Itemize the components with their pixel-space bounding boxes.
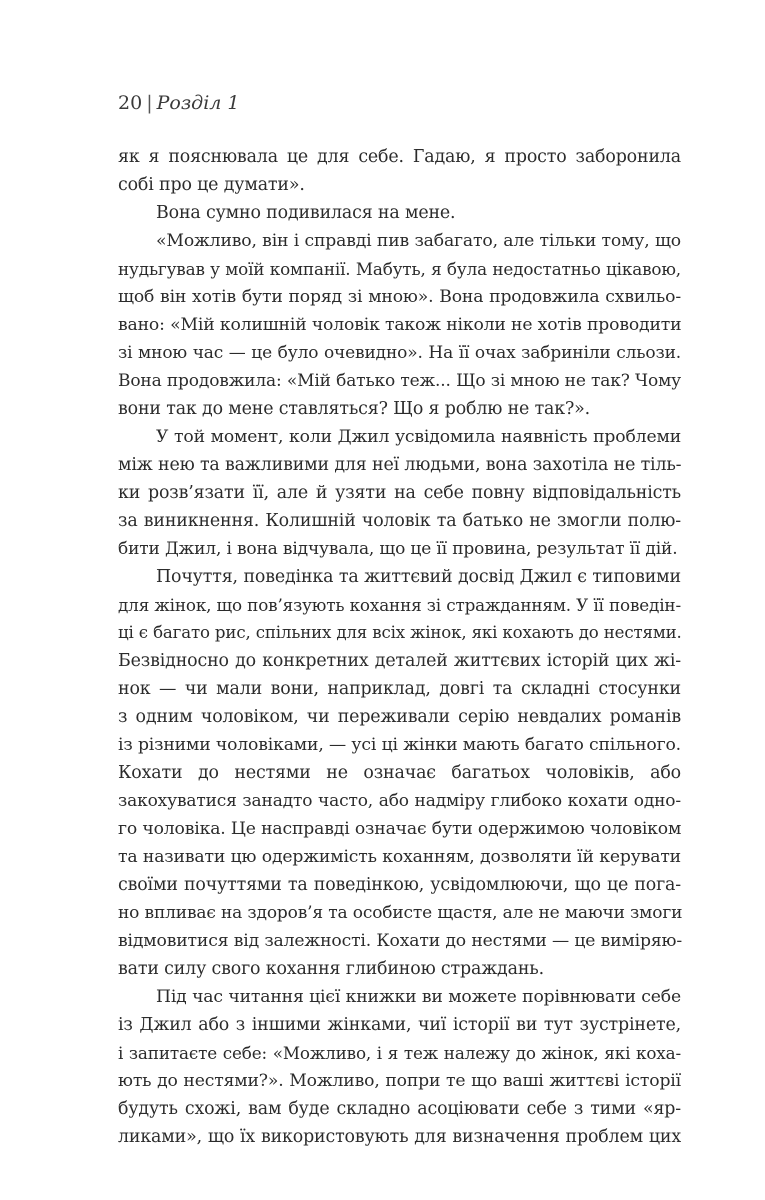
body-text-line: своїми почуттями та поведінкою, усвідомлюючи, що це пога- [118,875,681,895]
body-text-line: Вона сумно подивилася на мене. [156,203,456,223]
body-text-line: за виникнення. Колишній чоловік та батько не змогли полю- [118,511,681,531]
body-text-line: го чоловіка. Це насправді означає бути одержимою чоловіком [118,819,682,839]
body-text-line: і запитаєте себе: «Можливо, і я теж належу до жінок, які коха- [118,1043,681,1063]
running-head [118,90,240,116]
body-text-line: ликами», що їх використовують для визначення проблем цих [118,1127,681,1147]
body-text-line: «Можливо, він і справді пив забагато, але тільки тому, що [156,231,681,251]
body-text-line: вано: «Мій колишній чоловік також ніколи не хотів проводити [118,315,682,335]
body-text-line: собі про це думати». [118,175,305,195]
body-text-line: ці є багато рис, спільних для всіх жінок, які кохають до нестями. [118,623,682,642]
body-text-line: та називати цю одержимість коханням, дозволяти їй керувати [118,847,681,867]
body-text-line: будуть схожі, вам буде складно асоціювати себе з тими «яр- [118,1099,681,1119]
body-text-line: нок — чи мали вони, наприклад, довгі та складні стосунки [118,679,681,699]
body-text-line: но впливає на здоров’я та особисте щастя, але не маючи змоги [118,903,683,923]
body-text-line: У той момент, коли Джил усвідомила наявність проблеми [156,427,681,447]
body-text-line: Почуття, поведінка та життєвий досвід Джил є типовими [156,567,681,587]
body-text-line: вати силу свого кохання глибиною страждань. [118,959,544,979]
body-text-line: Безвідносно до конкретних деталей життєвих історій цих жі- [118,651,681,671]
body-text-line: зі мною час — це було очевидно». На її очах забриніли сльози. [118,343,681,363]
body-text-line: вони так до мене ставляться? Що я роблю не так?». [118,399,591,419]
body-text-line: між нею та важливими для неї людьми, вона захотіла не тіль- [118,455,682,475]
chapter-title: Розділ 1 [156,92,240,114]
body-text-line: Кохати до нестями не означає багатьох чоловіків, або [118,763,681,783]
body-text-line: закохуватися занадто часто, або надміру глибоко кохати одно- [118,791,681,811]
body-text-line: з одним чоловіком, чи переживали серію невдалих романів [118,707,681,727]
body-text-line: із різними чоловіками, — усі ці жінки мають багато спільного. [118,735,681,755]
body-text-line: бити Джил, і вона відчувала, що це її провина, результат її дій. [118,539,678,559]
header-separator: | [146,92,153,114]
body-text-line: із Джил або з іншими жінками, чиї історії ви тут зустрінете, [118,1015,681,1035]
body-text-line: ють до нестями?». Можливо, попри те що ваші життєві історії [118,1071,681,1091]
body-text-line: відмовитися від залежності. Кохати до нестями — це виміряю- [118,931,683,951]
page-number: 20 [118,92,143,114]
body-text-line: для жінок, що пов’язують кохання зі стражданням. У її поведін- [118,595,681,615]
body-text-line: Вона продовжила: «Мій батько теж... Що зі мною не так? Чому [118,371,681,391]
body-text-line: як я пояснювала це для себе. Гадаю, я просто заборонила [118,147,681,167]
body-text-line: Під час читання цієї книжки ви можете порівнювати себе [156,987,681,1007]
body-text-line: щоб він хотів бути поряд зі мною». Вона продовжила схвильо- [118,287,681,307]
body-text-line: ки розв’язати її, але й узяти на себе повну відповідальність [118,483,681,503]
body-text-line: нудьгував у моїй компанії. Мабуть, я була недостатньо цікавою, [118,259,681,279]
